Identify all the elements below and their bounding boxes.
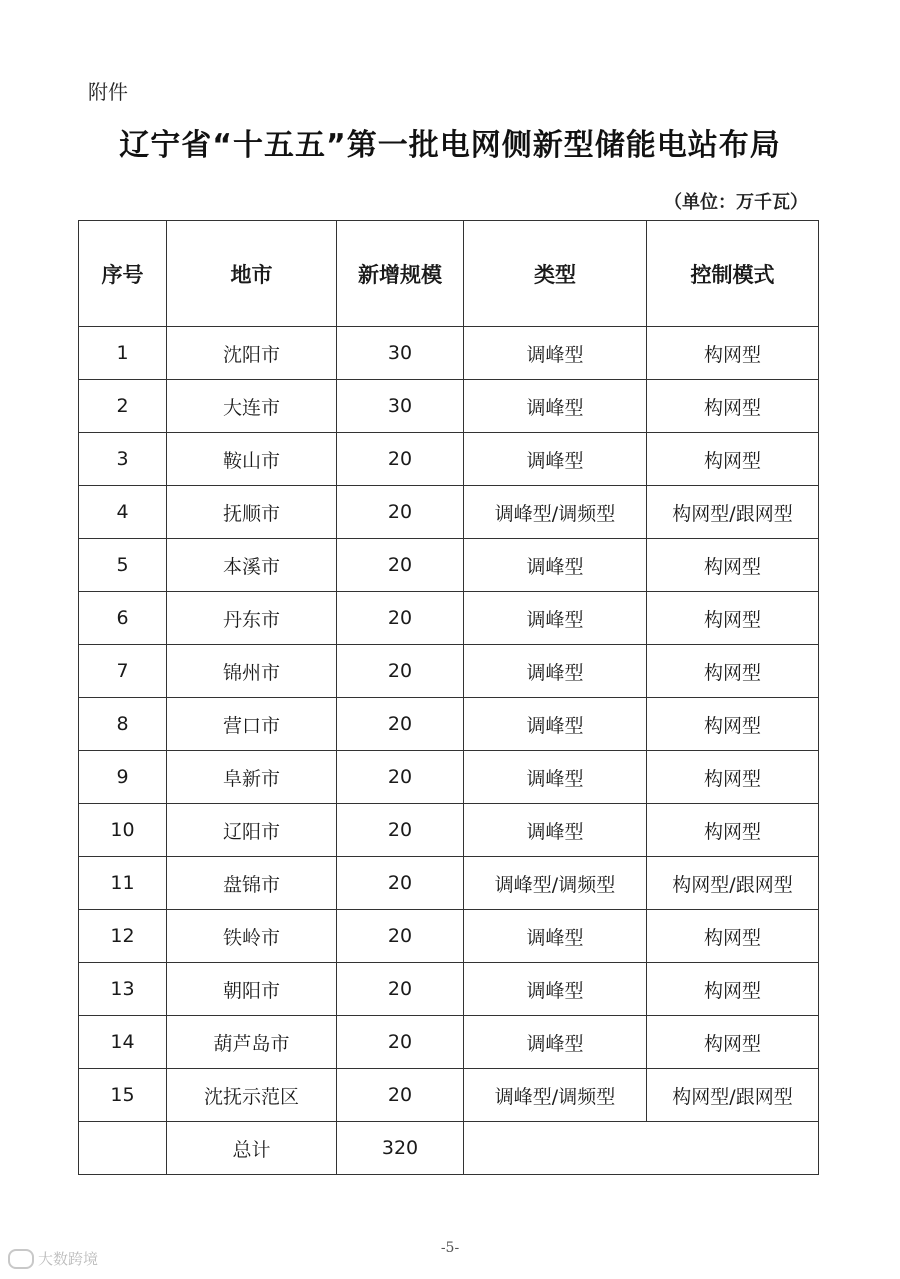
cell-capacity: 20 xyxy=(337,857,464,910)
table-row xyxy=(79,1016,819,1069)
cell-index: 12 xyxy=(79,910,167,963)
cell-capacity: 20 xyxy=(337,910,464,963)
table-row xyxy=(79,910,819,963)
cell-index: 13 xyxy=(79,963,167,1016)
header-type: 类型 xyxy=(464,221,647,327)
cell-city: 锦州市 xyxy=(167,645,337,698)
cell-index: 7 xyxy=(79,645,167,698)
header-city: 地市 xyxy=(167,221,337,327)
cell-index: 5 xyxy=(79,539,167,592)
table-body xyxy=(79,327,819,1175)
cell-capacity: 20 xyxy=(337,433,464,486)
cell-index: 14 xyxy=(79,1016,167,1069)
watermark xyxy=(8,1248,98,1269)
cell-capacity: 20 xyxy=(337,645,464,698)
cell-type: 调峰型/调频型 xyxy=(464,1069,647,1122)
table-row xyxy=(79,327,819,380)
header-new-capacity: 新增规模 xyxy=(337,221,464,327)
table-header-row xyxy=(79,221,819,327)
cell-capacity: 20 xyxy=(337,751,464,804)
cell-index: 3 xyxy=(79,433,167,486)
cell-control-mode: 构网型 xyxy=(647,645,819,698)
table-row xyxy=(79,857,819,910)
cell-index: 4 xyxy=(79,486,167,539)
cell-type: 调峰型 xyxy=(464,539,647,592)
cell-total-empty xyxy=(464,1122,819,1175)
cell-city: 大连市 xyxy=(167,380,337,433)
cell-type: 调峰型 xyxy=(464,380,647,433)
cell-capacity: 20 xyxy=(337,804,464,857)
table-row xyxy=(79,592,819,645)
table-row xyxy=(79,539,819,592)
cell-control-mode: 构网型/跟网型 xyxy=(647,486,819,539)
cell-capacity: 30 xyxy=(337,327,464,380)
table-row xyxy=(79,380,819,433)
cell-type: 调峰型/调频型 xyxy=(464,486,647,539)
cell-index: 9 xyxy=(79,751,167,804)
cell-index: 8 xyxy=(79,698,167,751)
page-number: -5- xyxy=(440,1240,460,1256)
cell-index: 10 xyxy=(79,804,167,857)
cell-capacity: 30 xyxy=(337,380,464,433)
cell-city: 朝阳市 xyxy=(167,963,337,1016)
table-row xyxy=(79,698,819,751)
table-row xyxy=(79,804,819,857)
cell-control-mode: 构网型 xyxy=(647,751,819,804)
cell-control-mode: 构网型/跟网型 xyxy=(647,857,819,910)
cell-city: 辽阳市 xyxy=(167,804,337,857)
cell-index: 11 xyxy=(79,857,167,910)
cell-total-blank xyxy=(79,1122,167,1175)
cell-type: 调峰型 xyxy=(464,592,647,645)
cell-city: 沈抚示范区 xyxy=(167,1069,337,1122)
cell-control-mode: 构网型/跟网型 xyxy=(647,1069,819,1122)
cell-index: 2 xyxy=(79,380,167,433)
cell-capacity: 20 xyxy=(337,592,464,645)
unit-note: （单位：万千瓦） xyxy=(664,192,808,213)
watermark-logo-icon xyxy=(8,1249,34,1269)
cell-index: 6 xyxy=(79,592,167,645)
cell-type: 调峰型 xyxy=(464,804,647,857)
cell-type: 调峰型 xyxy=(464,751,647,804)
cell-city: 本溪市 xyxy=(167,539,337,592)
cell-control-mode: 构网型 xyxy=(647,380,819,433)
cell-type: 调峰型 xyxy=(464,433,647,486)
table-row xyxy=(79,433,819,486)
cell-type: 调峰型 xyxy=(464,645,647,698)
attachment-label: 附件 xyxy=(88,80,128,104)
cell-capacity: 20 xyxy=(337,539,464,592)
cell-type: 调峰型 xyxy=(464,1016,647,1069)
table-row xyxy=(79,645,819,698)
cell-index: 15 xyxy=(79,1069,167,1122)
cell-control-mode: 构网型 xyxy=(647,804,819,857)
cell-city: 铁岭市 xyxy=(167,910,337,963)
cell-control-mode: 构网型 xyxy=(647,592,819,645)
cell-city: 盘锦市 xyxy=(167,857,337,910)
document-title: 辽宁省“十五五”第一批电网侧新型储能电站布局 xyxy=(119,128,781,163)
cell-control-mode: 构网型 xyxy=(647,539,819,592)
cell-type: 调峰型 xyxy=(464,910,647,963)
cell-capacity: 20 xyxy=(337,698,464,751)
cell-capacity: 20 xyxy=(337,963,464,1016)
cell-type: 调峰型/调频型 xyxy=(464,857,647,910)
cell-city: 鞍山市 xyxy=(167,433,337,486)
table-row xyxy=(79,963,819,1016)
cell-control-mode: 构网型 xyxy=(647,910,819,963)
cell-type: 调峰型 xyxy=(464,698,647,751)
cell-type: 调峰型 xyxy=(464,963,647,1016)
storage-layout-table xyxy=(78,220,819,1175)
cell-city: 营口市 xyxy=(167,698,337,751)
header-control-mode: 控制模式 xyxy=(647,221,819,327)
header-index: 序号 xyxy=(79,221,167,327)
cell-control-mode: 构网型 xyxy=(647,433,819,486)
cell-city: 丹东市 xyxy=(167,592,337,645)
cell-type: 调峰型 xyxy=(464,327,647,380)
cell-control-mode: 构网型 xyxy=(647,327,819,380)
cell-capacity: 20 xyxy=(337,1016,464,1069)
cell-index: 1 xyxy=(79,327,167,380)
cell-city: 阜新市 xyxy=(167,751,337,804)
cell-city: 沈阳市 xyxy=(167,327,337,380)
watermark-text: 大数跨境 xyxy=(38,1250,99,1268)
cell-capacity: 20 xyxy=(337,486,464,539)
cell-city: 抚顺市 xyxy=(167,486,337,539)
cell-control-mode: 构网型 xyxy=(647,1016,819,1069)
cell-control-mode: 构网型 xyxy=(647,963,819,1016)
table-row xyxy=(79,1069,819,1122)
table-total-row xyxy=(79,1122,819,1175)
cell-control-mode: 构网型 xyxy=(647,698,819,751)
cell-capacity: 20 xyxy=(337,1069,464,1122)
cell-total-label: 总计 xyxy=(167,1122,337,1175)
cell-city: 葫芦岛市 xyxy=(167,1016,337,1069)
table-row xyxy=(79,751,819,804)
table-row xyxy=(79,486,819,539)
cell-total-value: 320 xyxy=(337,1122,464,1175)
